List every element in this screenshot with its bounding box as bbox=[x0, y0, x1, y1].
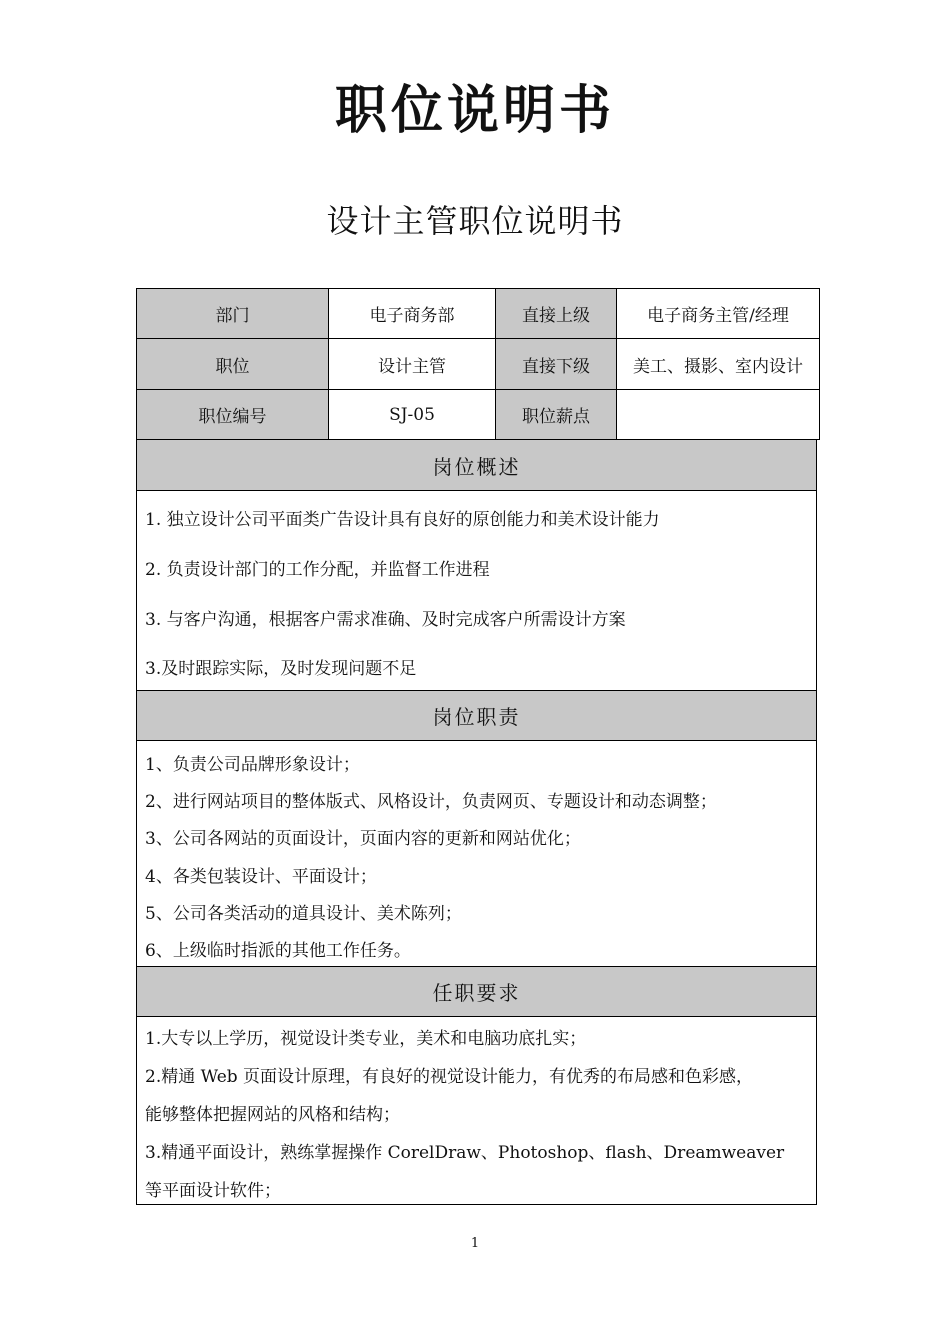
position-label: 职位 bbox=[136, 338, 329, 390]
document-title: 职位说明书 bbox=[334, 81, 615, 141]
direct-subordinate-value: 美工、摄影、室内设计 bbox=[616, 338, 820, 390]
position-code-label: 职位编号 bbox=[136, 389, 329, 440]
list-item: 等平面设计软件； bbox=[145, 1181, 281, 1201]
list-item: 能够整体把握网站的风格和结构； bbox=[145, 1105, 400, 1125]
list-item: 1.大专以上学历，视觉设计类专业，美术和电脑功底扎实； bbox=[145, 1029, 587, 1049]
list-item: 2. 负责设计部门的工作分配，并监督工作进程 bbox=[145, 560, 490, 580]
overview-header: 岗位概述 bbox=[136, 439, 817, 491]
list-item: 4、各类包装设计、平面设计； bbox=[145, 867, 377, 887]
salary-point-value bbox=[616, 389, 820, 440]
direct-subordinate-label: 直接下级 bbox=[495, 338, 617, 390]
document-subtitle: 设计主管职位说明书 bbox=[326, 202, 624, 240]
list-item: 1. 独立设计公司平面类广告设计具有良好的原创能力和美术设计能力 bbox=[145, 510, 660, 530]
list-item: 5、公司各类活动的道具设计、美术陈列； bbox=[145, 904, 462, 924]
list-item: 2、进行网站项目的整体版式、风格设计，负责网页、专题设计和动态调整； bbox=[145, 792, 717, 812]
position-code-value: SJ-05 bbox=[328, 389, 496, 440]
requirements-content bbox=[136, 1016, 817, 1205]
duties-header: 岗位职责 bbox=[136, 690, 817, 741]
direct-superior-value: 电子商务主管/经理 bbox=[616, 288, 820, 339]
direct-superior-label: 直接上级 bbox=[495, 288, 617, 339]
list-item: 6、上级临时指派的其他工作任务。 bbox=[145, 941, 411, 961]
list-item: 3、公司各网站的页面设计，页面内容的更新和网站优化； bbox=[145, 829, 581, 849]
list-item: 3. 与客户沟通，根据客户需求准确、及时完成客户所需设计方案 bbox=[145, 610, 626, 630]
list-item: 3.精通平面设计，熟练掌握操作 CorelDraw、Photoshop、flash、Dreamweaver bbox=[145, 1143, 785, 1163]
overview-content bbox=[136, 490, 817, 691]
department-label: 部门 bbox=[136, 288, 329, 339]
list-item: 1、负责公司品牌形象设计； bbox=[145, 755, 360, 775]
position-value: 设计主管 bbox=[328, 338, 496, 390]
requirements-header: 任职要求 bbox=[136, 966, 817, 1017]
department-value: 电子商务部 bbox=[328, 288, 496, 339]
list-item: 2.精通 Web 页面设计原理，有良好的视觉设计能力，有优秀的布局感和色彩感， bbox=[145, 1067, 754, 1087]
duties-content bbox=[136, 740, 817, 967]
list-item: 3.及时跟踪实际，及时发现问题不足 bbox=[145, 659, 417, 679]
salary-point-label: 职位薪点 bbox=[495, 389, 617, 440]
page-number: 1 bbox=[470, 1236, 480, 1251]
